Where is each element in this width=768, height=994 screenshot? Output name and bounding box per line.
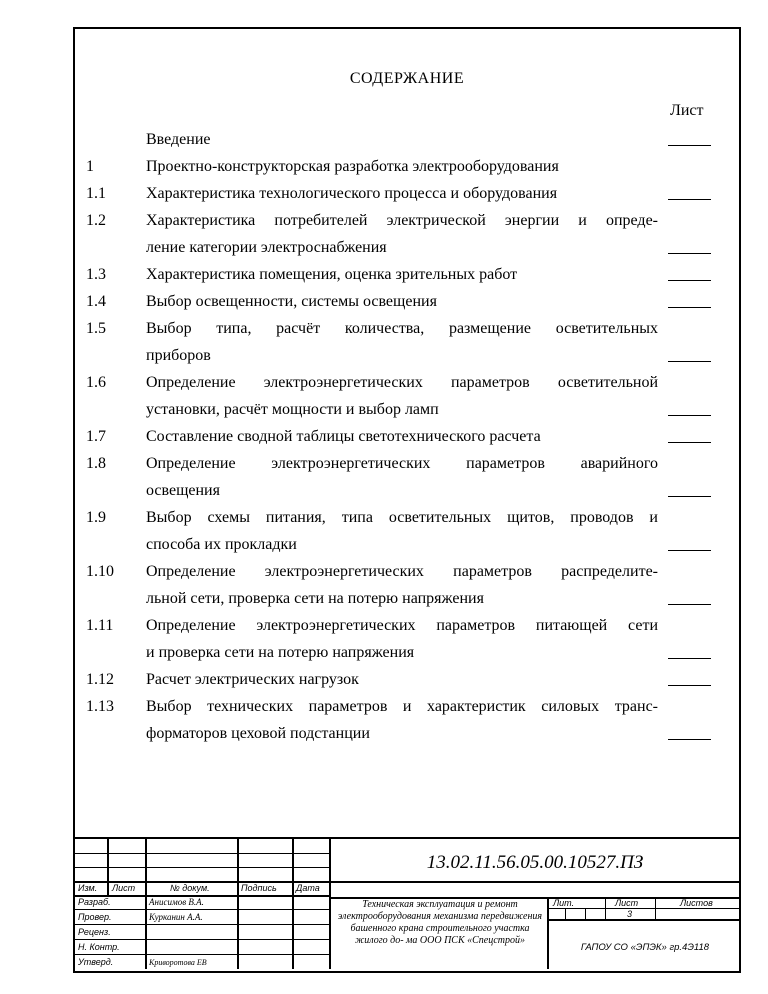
toc-entry-line: ление категории электроснабжения xyxy=(146,239,387,256)
toc-entry-number: 1.2 xyxy=(86,212,106,229)
toc-entry-line: Составление сводной таблицы светотехнического расчета xyxy=(146,428,541,445)
toc-entry-number: 1.7 xyxy=(86,428,106,445)
header-signature: Подпись xyxy=(241,883,277,893)
document-code: 13.02.11.56.05.00.10527.ПЗ xyxy=(426,852,644,873)
header-list: Лист xyxy=(112,883,136,893)
toc-entry-title xyxy=(146,369,658,423)
toc-entry-title xyxy=(146,180,658,207)
toc-entry-line: Определение электроэнергетических параметров аварийного xyxy=(146,455,658,472)
toc-entry-line: Характеристика потребителей электрической энергии и опреде- xyxy=(146,212,658,229)
toc-entry-title xyxy=(146,666,658,693)
toc-entry-number: 1.13 xyxy=(86,698,114,715)
toc-entry-number: 1 xyxy=(86,158,94,175)
page-number-blank xyxy=(668,280,711,281)
role-reviewer: Реценз. xyxy=(78,927,111,937)
role-approver: Утверд. xyxy=(78,957,114,967)
toc-entry xyxy=(75,693,739,747)
toc-entry-line: Расчет электрических нагрузок xyxy=(146,671,359,688)
role-norm-control: Н. Контр. xyxy=(78,942,120,952)
toc-entry xyxy=(75,504,739,558)
toc-entry-number: 1.1 xyxy=(86,185,106,202)
toc-entry-line: Выбор технических параметров и характеристик силовых транс- xyxy=(146,698,658,715)
role-developer: Разраб. xyxy=(78,897,111,907)
page-number-blank xyxy=(668,145,711,146)
lit-label: Лит. xyxy=(553,898,575,908)
page-number-blank xyxy=(668,442,711,443)
toc-entry-line: Введение xyxy=(146,131,211,148)
page-number-blank xyxy=(668,658,711,659)
toc-entry xyxy=(75,207,739,261)
toc-entry-number: 1.5 xyxy=(86,320,106,337)
toc-entry-line: Выбор освещенности, системы освещения xyxy=(146,293,437,310)
document-frame xyxy=(73,27,741,973)
page-number-blank xyxy=(668,496,711,497)
toc-entry-number: 1.8 xyxy=(86,455,106,472)
toc-entry-line: Характеристика технологического процесса и оборудования xyxy=(146,185,558,202)
title-block-stamp xyxy=(75,837,739,971)
toc-entry-line: способа их прокладки xyxy=(146,536,297,553)
toc-entry-title xyxy=(146,612,658,666)
toc-entry xyxy=(75,450,739,504)
toc-entry-number: 1.12 xyxy=(86,671,114,688)
page-number-blank xyxy=(668,685,711,686)
header-date: Дата xyxy=(296,883,320,893)
approver-name: Криворотова ЕВ xyxy=(149,958,207,967)
checker-name: Курканин А.А. xyxy=(149,912,203,922)
toc-entry-number: 1.10 xyxy=(86,563,114,580)
toc-entry-line: Характеристика помещения, оценка зрительных работ xyxy=(146,266,518,283)
page-number-blank xyxy=(668,415,711,416)
toc-entry xyxy=(75,153,739,180)
table-of-contents xyxy=(75,126,739,747)
role-checker: Провер. xyxy=(78,912,112,922)
toc-entry xyxy=(75,369,739,423)
organization: ГАПОУ СО «ЭПЭК» гр.4Э118 xyxy=(580,942,710,953)
sheet-label: Лист xyxy=(615,898,639,908)
toc-entry-line: Выбор типа, расчёт количества, размещение осветительных xyxy=(146,320,658,337)
toc-entry-line: Определение электроэнергетических параметров осветительной xyxy=(146,374,658,391)
page-number-blank xyxy=(668,199,711,200)
toc-entry xyxy=(75,612,739,666)
toc-entry xyxy=(75,288,739,315)
toc-entry-line: Выбор схемы питания, типа осветительных щитов, проводов и xyxy=(146,509,658,526)
toc-entry-title xyxy=(146,288,658,315)
header-doc-no: № докум. xyxy=(170,883,210,893)
page-number-blank xyxy=(668,361,711,362)
toc-entry-title xyxy=(146,153,658,180)
toc-entry-line: освещения xyxy=(146,482,220,499)
toc-entry xyxy=(75,315,739,369)
toc-entry-line: Определение электроэнергетических параметров питающей сети xyxy=(146,617,658,634)
page-number-blank xyxy=(668,739,711,740)
toc-entry-line: форматоров цеховой подстанции xyxy=(146,725,370,742)
toc-entry-number: 1.6 xyxy=(86,374,106,391)
toc-entry-line: и проверка сети на потерю напряжения xyxy=(146,644,415,661)
page-number-blank xyxy=(668,307,711,308)
sheets-label: Листов xyxy=(680,898,713,908)
toc-entry-title xyxy=(146,261,658,288)
page-number-blank xyxy=(668,550,711,551)
sheet-column-label: Лист xyxy=(670,102,704,119)
toc-entry-title xyxy=(146,126,658,153)
toc-entry-title xyxy=(146,423,658,450)
toc-entry-title xyxy=(146,504,658,558)
toc-entry-number: 1.3 xyxy=(86,266,106,283)
toc-entry-number: 1.9 xyxy=(86,509,106,526)
toc-entry-number: 1.4 xyxy=(86,293,106,310)
toc-entry xyxy=(75,180,739,207)
page-number-blank xyxy=(668,253,711,254)
developer-name: Анисимов В.А. xyxy=(149,897,204,907)
toc-entry-title xyxy=(146,558,658,612)
toc-entry-title xyxy=(146,315,658,369)
toc-entry-line: Проектно-конструкторская разработка электрооборудования xyxy=(146,158,559,175)
sheet-number: 3 xyxy=(627,909,633,919)
toc-entry-title xyxy=(146,693,658,747)
toc-entry-line: приборов xyxy=(146,347,211,364)
toc-entry xyxy=(75,423,739,450)
project-subject: Техническая эксплуатация и ремонт электрооборудования механизма передвижения башенного крана строительного участка жилого до- ма ООО ПСК «Спецстрой» xyxy=(337,899,543,946)
toc-entry-title xyxy=(146,450,658,504)
toc-entry xyxy=(75,558,739,612)
toc-entry-title xyxy=(146,207,658,261)
toc-entry xyxy=(75,261,739,288)
toc-entry-line: льной сети, проверка сети на потерю напряжения xyxy=(146,590,484,607)
toc-entry xyxy=(75,666,739,693)
toc-entry-line: Определение электроэнергетических параметров распределите- xyxy=(146,563,658,580)
toc-entry xyxy=(75,126,739,153)
toc-entry-line: установки, расчёт мощности и выбор ламп xyxy=(146,401,439,418)
page-number-blank xyxy=(668,604,711,605)
header-izm: Изм. xyxy=(78,883,98,893)
toc-entry-number: 1.11 xyxy=(86,617,114,634)
page-title: СОДЕРЖАНИЕ xyxy=(349,70,465,87)
